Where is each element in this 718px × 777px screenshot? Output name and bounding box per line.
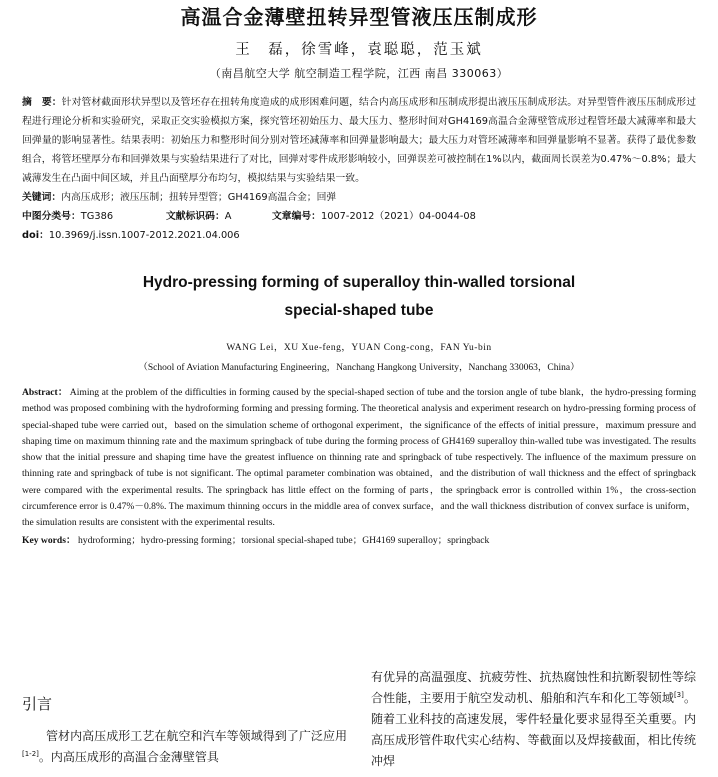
doi-value: 10.3969/j.issn.1007-2012.2021.04.006 [48,230,240,241]
article-number-value: 1007-2012（2021）04-0044-08 [320,211,476,222]
english-abstract-label: Abstract： [22,387,68,398]
english-affiliation: （School of Aviation Manufacturing Engineering，Nanchang Hangkong University，Nanchang 330063，China） [138,363,580,373]
document-code-label: 文献标识码： [166,211,225,222]
citation-ref[interactable]: [3] [673,691,684,699]
left-paragraph-tail: 。内高压成形的高温合金薄壁管具 [38,750,219,764]
clc-number [22,207,166,226]
english-keywords-label: Key words： [22,534,76,546]
document-code [166,207,272,226]
article-number [272,207,476,226]
chinese-authors: 王 磊，徐雪峰，袁聪聪，范玉斌 [235,42,483,58]
paper-page [0,4,718,777]
classification-row [22,207,696,226]
right-paragraph [371,667,696,772]
english-keywords [22,533,696,549]
english-abstract [22,385,696,532]
document-code-value: A [224,211,232,222]
chinese-keywords [22,188,696,207]
chinese-keywords-text: 内高压成形；液压压制；扭转异型管；GH4169高温合金；回弹 [61,192,337,203]
english-title [22,269,696,325]
right-paragraph-text-a: 有优异的高温强度、抗疲劳性、抗热腐蚀性和抗断裂韧性等综合性能，主要用于航空发动机、船舶和汽车和化工等领域 [371,670,696,705]
chinese-abstract-text: 针对管材截面形状异型以及管坯存在扭转角度造成的成形困难问题，结合内高压成形和压制成形提出液压压制成形法。对异型管件液压压制成形过程进行理论分析和实验研究，采取正交实验模拟方案，探究管坯初始压力、最大压力、整形时间对GH4169高温合金薄壁管成形过程管坯最大减薄率和最大回弹量的影响显著性。结果表明：初始压力和整形时间分别对管坯减薄率和回弹量影响最大；最大压力对管坯减薄率和回弹量影响不显著。获得了最优参数组合，将管坯壁厚分布和回弹效果与实验结果进行了对比，回弹对零件成形影响较小，回弹误差可被控制在1%以内，截面周长误差为0.47%～0.8%；最大减薄发生在凸面中间区域，并且凸面壁厚分布均匀，模拟结果与实验结果一致。 [22,97,697,184]
english-title-line-2: special-shaped tube [284,302,434,319]
chinese-keywords-label: 关键词： [22,192,62,203]
doi-line [22,226,696,245]
clc-label: 中图分类号： [22,211,81,222]
article-number-label: 文章编号： [272,211,321,222]
body-columns [22,667,696,772]
english-authors: WANG Lei，XU Xue-feng，YUAN Cong-cong，FAN Yu-bin [226,343,492,353]
english-keywords-text: hydroforming；hydro-pressing forming；torsional special-shaped tube；GH4169 superalloy；springback [77,534,490,546]
chinese-title: 高温合金薄壁扭转异型管液压压制成形 [180,5,538,29]
english-abstract-text: Aiming at the problem of the difficulties in forming caused by the special-shaped section of tube and the torsion angle of tube blank，the hydro-pressing forming method was proposed combining with the hydroforming forming and pressing forming. The theoretical analysis and experiment research on hydro-pressing forming process of special-shaped tube were carried out，based on the simulation scheme of orthogonal experiment，the significance of the effects of initial pressure，maximum pressure and shaping time on maximum thinning rate and the maximum springback of tube during the forming process of GH4169 superalloy thin-walled tube was investigated. The results show that the initial pressure and shaping time have the greatest influence on thinning rate and springback of tube respectively. The influence of the maximum pressure on thinning rate and springback of tube is not significant. The optimal parameter combination was obtained，and the distribution of wall thickness and the effect of springback were compared with the experimental results. The springback has little effect on the forming of parts，the springback error is controlled within 1%，the cross-section circumference error is 0.47%－0.8%. The maximum thinning occurs in the middle area of convex surface，and the wall thickness distribution of convex surface is uniform，the simulation results are consistent with the experimental results. [22,387,696,529]
chinese-abstract [22,93,696,188]
section-title: 引言 [22,695,53,713]
citation-ref[interactable]: [1-2] [22,750,39,758]
right-paragraph-text-b: 。随着工业科技的高速发展，零件轻量化要求显得至关重要。内高压成形管件取代实心结构、等截面以及焊接截面，相比传统冲焊 [371,691,696,768]
left-paragraph [22,726,347,768]
chinese-abstract-label: 摘 要： [22,97,62,108]
left-paragraph-text: 管材内高压成形工艺在航空和汽车等领域得到了广泛应用 [46,729,347,743]
doi-label: doi： [22,230,49,241]
chinese-affiliation: （南昌航空大学 航空制造工程学院，江西 南昌 330063） [209,67,509,80]
english-title-line-1: Hydro-pressing forming of superalloy thin-walled torsional [142,274,576,291]
right-column [371,667,696,772]
left-column [22,667,347,772]
clc-value: TG386 [80,211,114,222]
